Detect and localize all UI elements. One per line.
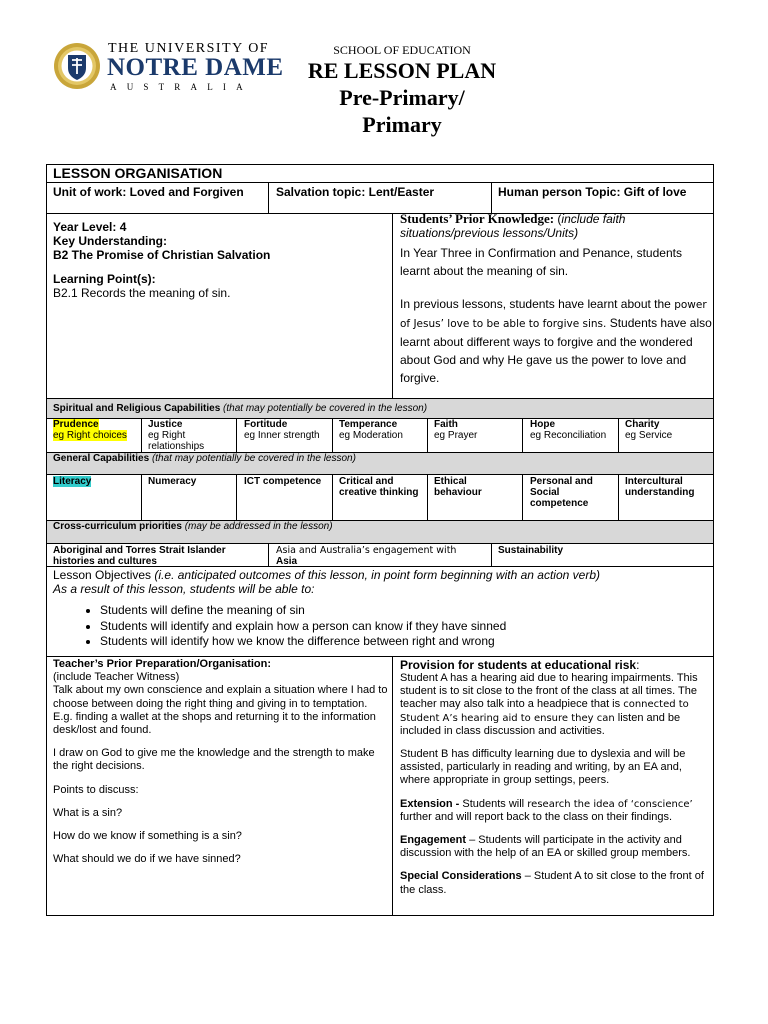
university-name-line2: NOTRE DAME [107, 54, 284, 81]
capability-temperance: Temperance [339, 419, 398, 430]
objectives-label: Lesson Objectives [53, 568, 152, 582]
teacher-prep-note: (include Teacher Witness) [53, 671, 180, 684]
general-ethical-behaviour: Ethical behaviour [434, 476, 482, 498]
prior-knowledge-para1: In Year Three in Confirmation and Penance, students learnt about the meaning of sin. [400, 246, 682, 278]
capability-justice: Justice [148, 419, 183, 430]
prior-knowledge-para2-part2: power of Jesus’ love to be able to forgive sins. [400, 299, 707, 330]
capability-prudence [53, 419, 99, 430]
general-numeracy: Numeracy [148, 476, 197, 487]
document-title [290, 57, 514, 138]
teacher-prep-points-label: Points to discuss: [53, 783, 139, 796]
capability-fortitude: Fortitude [244, 419, 288, 430]
provision-student-b: Student B has difficulty learning due to dyslexia and will be assisted, particularly in reading and writing, by an EA and, where appropriate in group settings, peers. [400, 748, 686, 787]
general-heading-label: General Capabilities [53, 453, 150, 464]
provision-student-a-part1: Student A has a hearing aid due to hearing impairments. This student is to sit close to the front of the class at all times. The teacher may also talk into a headpiece that is [400, 672, 698, 711]
objectives-note: (i.e. anticipated outcomes of this lesson, in point form beginning with an action verb) [154, 568, 600, 582]
lesson-organisation-heading: LESSON ORGANISATION [53, 165, 223, 181]
special-considerations-label: Special Considerations [400, 870, 522, 883]
salvation-topic: Salvation topic: Lent/Easter [276, 185, 435, 199]
teacher-prep-label: Teacher’s Prior Preparation/Organisation: [53, 658, 272, 670]
special-considerations-text: – Student A to sit close to the front of the class. [400, 870, 704, 896]
extension-text-part3: further and will report back to the class on their findings. [400, 810, 673, 823]
objective-item: • Students will identify and explain how a person can know if they have sinned [100, 619, 506, 635]
capability-faith-eg: eg Prayer [434, 430, 478, 441]
unit-of-work: Unit of work: Loved and Forgiven [53, 185, 244, 199]
capability-hope: Hope [530, 419, 555, 430]
general-critical-thinking: Critical and creative thinking [339, 476, 419, 498]
objectives-list [46, 603, 506, 650]
capability-temperance-eg: eg Moderation [339, 430, 403, 441]
learning-points-label: Learning Point(s): [53, 272, 156, 286]
prior-knowledge-para2-part1: In previous lessons, students have learnt about the [400, 297, 671, 311]
capability-hope-eg: eg Reconciliation [530, 430, 607, 441]
objective-item: • Students will identify how we know the difference between right and wrong [100, 634, 506, 650]
general-literacy [53, 476, 91, 487]
title-line2: Pre-Primary/ [339, 85, 465, 110]
cross-aboriginal: Aboriginal and Torres Strait Islander histories and cultures [53, 545, 226, 567]
key-understanding: B2 The Promise of Christian Salvation [53, 248, 271, 262]
cross-heading-note: (may be addressed in the lesson) [184, 521, 333, 532]
teacher-prep-section [53, 658, 388, 866]
general-heading-note: (that may potentially be covered in the lesson) [151, 453, 356, 464]
prior-knowledge-para2 [400, 295, 712, 387]
general-intercultural: Intercultural understanding [625, 476, 695, 498]
key-understanding-label: Key Understanding: [53, 234, 168, 248]
capability-fortitude-eg: eg Inner strength [244, 430, 320, 441]
extension-text-part2: research the idea of ‘conscience’ [524, 798, 693, 810]
cross-asia-line1: Asia and Australia’s engagement with [276, 545, 457, 556]
prior-knowledge-paren: ( [557, 212, 562, 226]
capability-justice-eg: eg Right relationships [148, 430, 205, 452]
general-ict: ICT competence [244, 476, 322, 487]
capability-prudence-eg [53, 430, 127, 441]
objective-item: • Students will define the meaning of sin [100, 603, 506, 619]
engagement-label: Engagement [400, 834, 467, 847]
spiritual-heading-note: (that may potentially be covered in the lesson) [223, 403, 428, 414]
general-literacy-text: Literacy [53, 476, 92, 487]
human-person-topic: Human person Topic: Gift of love [498, 185, 687, 199]
provision-student-a-part2: connected to Student A’s hearing aid to ensure they can [400, 699, 689, 724]
cross-heading [53, 521, 333, 532]
capability-prudence-eg-text: eg Right choices [53, 430, 127, 441]
year-level: Year Level: 4 [53, 220, 127, 234]
prior-knowledge-note: include faith situations/previous lessons/Units) [400, 212, 626, 240]
spiritual-heading-label: Spiritual and Religious Capabilities [53, 403, 221, 414]
capability-faith: Faith [434, 419, 458, 430]
provision-label: Provision for students at educational risk [400, 658, 637, 672]
extension-text-part1: Students will [459, 797, 525, 810]
objectives-lead: As a result of this lesson, students will be able to: [53, 582, 315, 596]
cross-heading-label: Cross-curriculum priorities [53, 521, 182, 532]
spiritual-heading [53, 403, 427, 414]
cross-sustainability: Sustainability [498, 545, 564, 556]
provision-student-a-part3: listen and be included in class discussion and activities. [400, 711, 681, 737]
university-crest-logo [53, 42, 101, 90]
teacher-prep-para2: I draw on God to give me the knowledge and the strength to make the right decisions. [53, 747, 375, 773]
provision-section [400, 658, 708, 897]
provision-colon: : [636, 658, 640, 672]
objectives-heading [53, 568, 600, 582]
university-name-line1: THE UNIVERSITY OF [108, 41, 270, 56]
learning-point: B2.1 Records the meaning of sin. [53, 286, 231, 300]
title-line1: RE LESSON PLAN [307, 58, 497, 83]
university-name-line3: AUSTRALIA [110, 82, 253, 92]
capability-charity: Charity [625, 419, 660, 430]
capability-prudence-name: Prudence [53, 419, 99, 430]
engagement-text: – Students will participate in the activity and discussion with the help of an EA or skilled group members. [400, 834, 691, 860]
general-heading [53, 453, 356, 464]
teacher-prep-para1: Talk about my own conscience and explain a situation where I had to choose between doing the right thing and giving in to temptation. E.g. finding a wallet at the shops and returning it to the information desk/lost and found. [53, 684, 388, 737]
prior-knowledge-heading [400, 212, 710, 240]
school-name: SCHOOL OF EDUCATION [333, 43, 471, 57]
title-line3: Primary [362, 112, 442, 137]
teacher-prep-question: What should we do if we have sinned? [53, 853, 241, 866]
teacher-prep-question: What is a sin? [53, 806, 123, 819]
extension-label: Extension - [400, 797, 460, 810]
teacher-prep-question: How do we know if something is a sin? [53, 830, 242, 843]
general-personal-social: Personal and Social competence [530, 476, 593, 509]
capability-charity-eg: eg Service [625, 430, 673, 441]
prior-knowledge-para2-part3: Students have also learnt about different ways to forgive and the wondered about God and why He gave us the power to love and forgive. [400, 316, 712, 385]
prior-knowledge-label: Students’ Prior Knowledge: [400, 211, 555, 226]
cross-asia-line2: Asia [276, 556, 298, 567]
